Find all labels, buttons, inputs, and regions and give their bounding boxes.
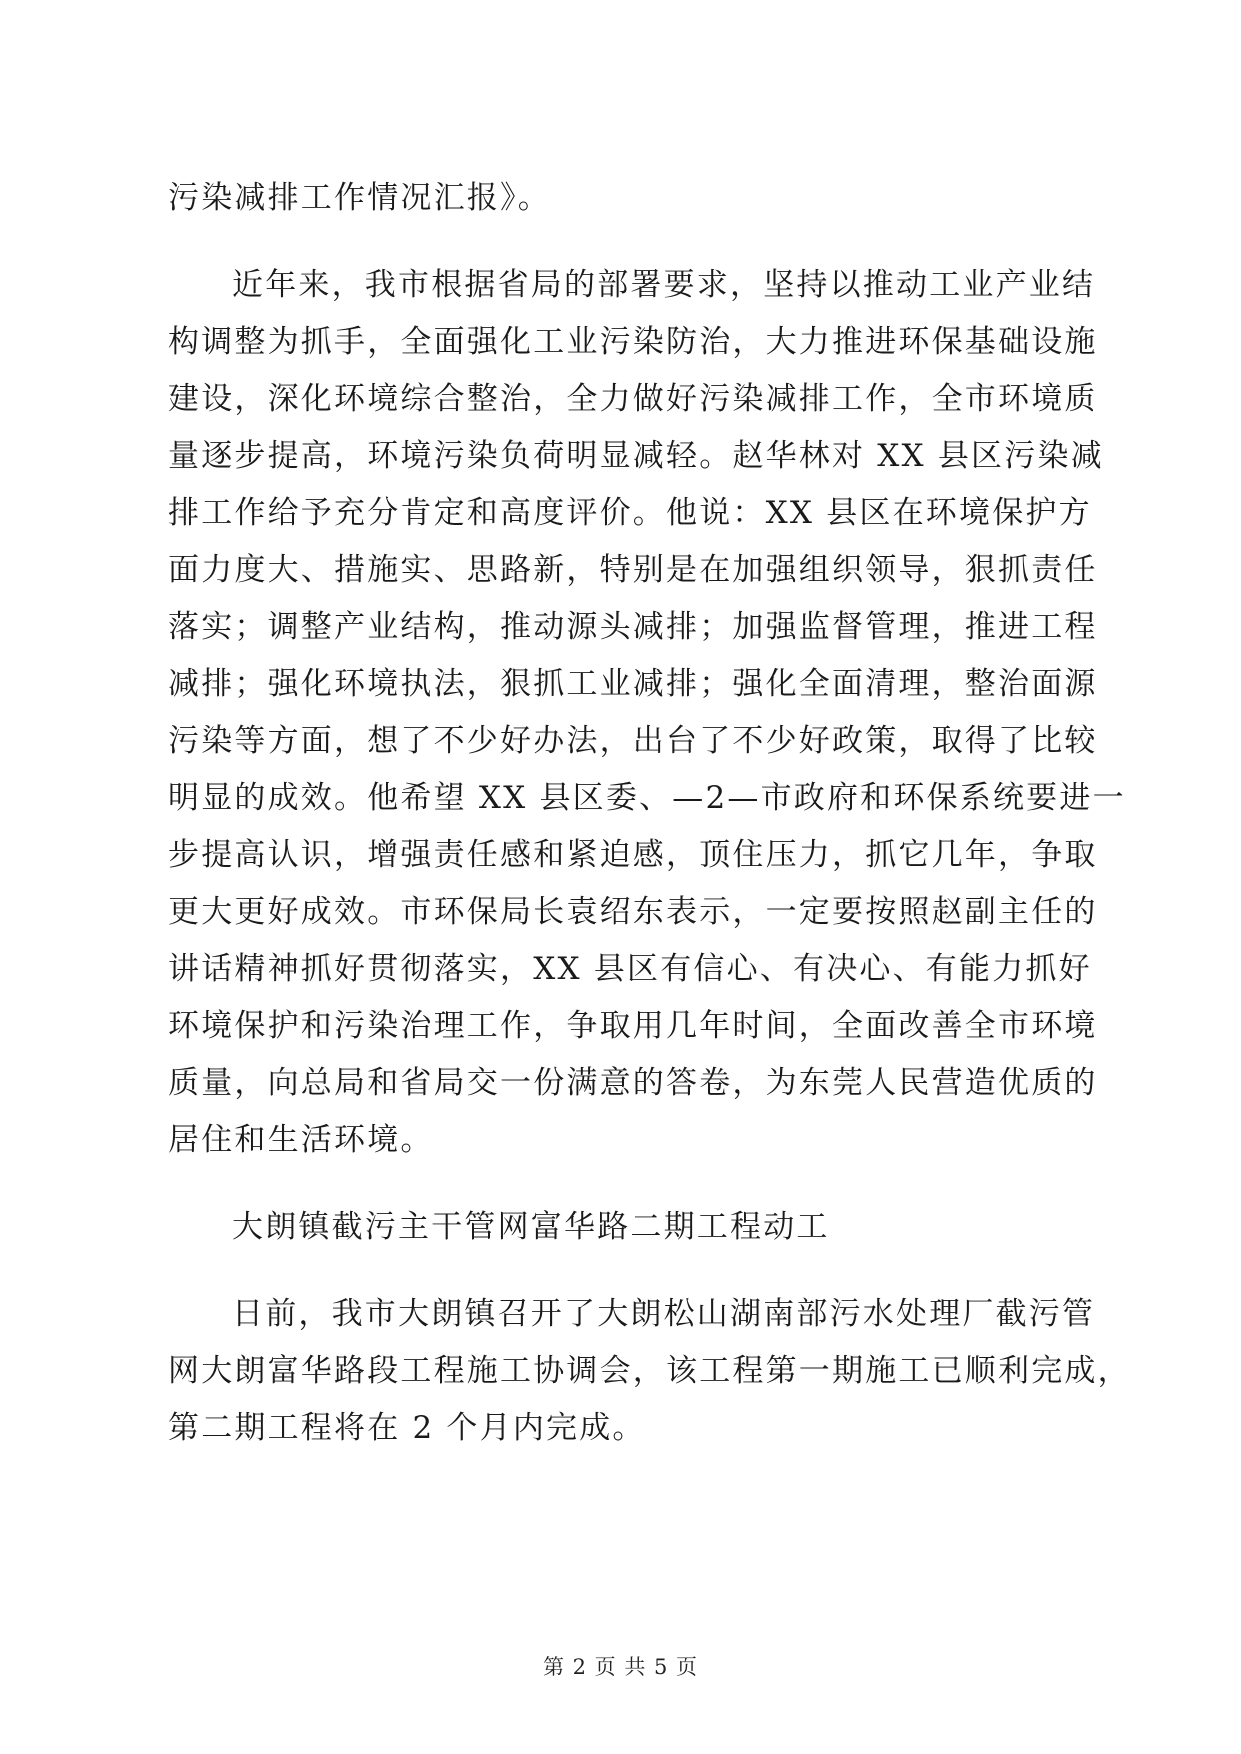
text-line: 污染等方面，想了不少好办法，出台了不少好政策，取得了比较 (168, 723, 1098, 759)
text-line: 建设，深化环境综合整治，全力做好污染减排工作，全市环境质 (168, 381, 1098, 417)
text-line: 排工作给予充分肯定和高度评价。他说：XX 县区在环境保护方 (168, 495, 1092, 531)
section-heading: 大朗镇截污主干管网富华路二期工程动工 (232, 1209, 830, 1245)
text-line: 步提高认识，增强责任感和紧迫感，顶住压力，抓它几年，争取 (168, 837, 1098, 873)
text-line: 更大更好成效。市环保局长袁绍东表示，一定要按照赵副主任的 (168, 894, 1098, 930)
text-line: 面力度大、措施实、思路新，特别是在加强组织领导，狠抓责任 (168, 552, 1098, 588)
text-line: 量逐步提高，环境污染负荷明显减轻。赵华林对 XX 县区污染减 (168, 438, 1104, 474)
text-line: 污染减排工作情况汇报》。 (168, 180, 551, 216)
text-line: 居住和生活环境。 (168, 1122, 434, 1158)
text-line: 日前，我市大朗镇召开了大朗松山湖南部污水处理厂截污管 (232, 1296, 1096, 1332)
text-line: 落实；调整产业结构，推动源头减排；加强监督管理，推进工程 (168, 609, 1098, 645)
text-line: 讲话精神抓好贯彻落实，XX 县区有信心、有决心、有能力抓好 (168, 951, 1092, 987)
text-line: 构调整为抓手，全面强化工业污染防治，大力推进环保基础设施 (168, 324, 1098, 360)
page-number-footer: 第 2 页 共 5 页 (542, 1655, 699, 1679)
text-line: 第二期工程将在 2 个月内完成。 (168, 1410, 646, 1446)
text-line: 质量，向总局和省局交一份满意的答卷，为东莞人民营造优质的 (168, 1065, 1098, 1101)
text-line: 环境保护和污染治理工作，争取用几年时间，全面改善全市环境 (168, 1008, 1098, 1044)
text-line: 网大朗富华路段工程施工协调会，该工程第一期施工已顺利完成， (168, 1353, 1131, 1389)
text-line: 减排；强化环境执法，狠抓工业减排；强化全面清理，整治面源 (168, 666, 1098, 702)
text-line: 近年来，我市根据省局的部署要求，坚持以推动工业产业结 (232, 267, 1096, 303)
text-line: 明显的成效。他希望 XX 县区委、—2—市政府和环保系统要进一 (168, 780, 1126, 816)
